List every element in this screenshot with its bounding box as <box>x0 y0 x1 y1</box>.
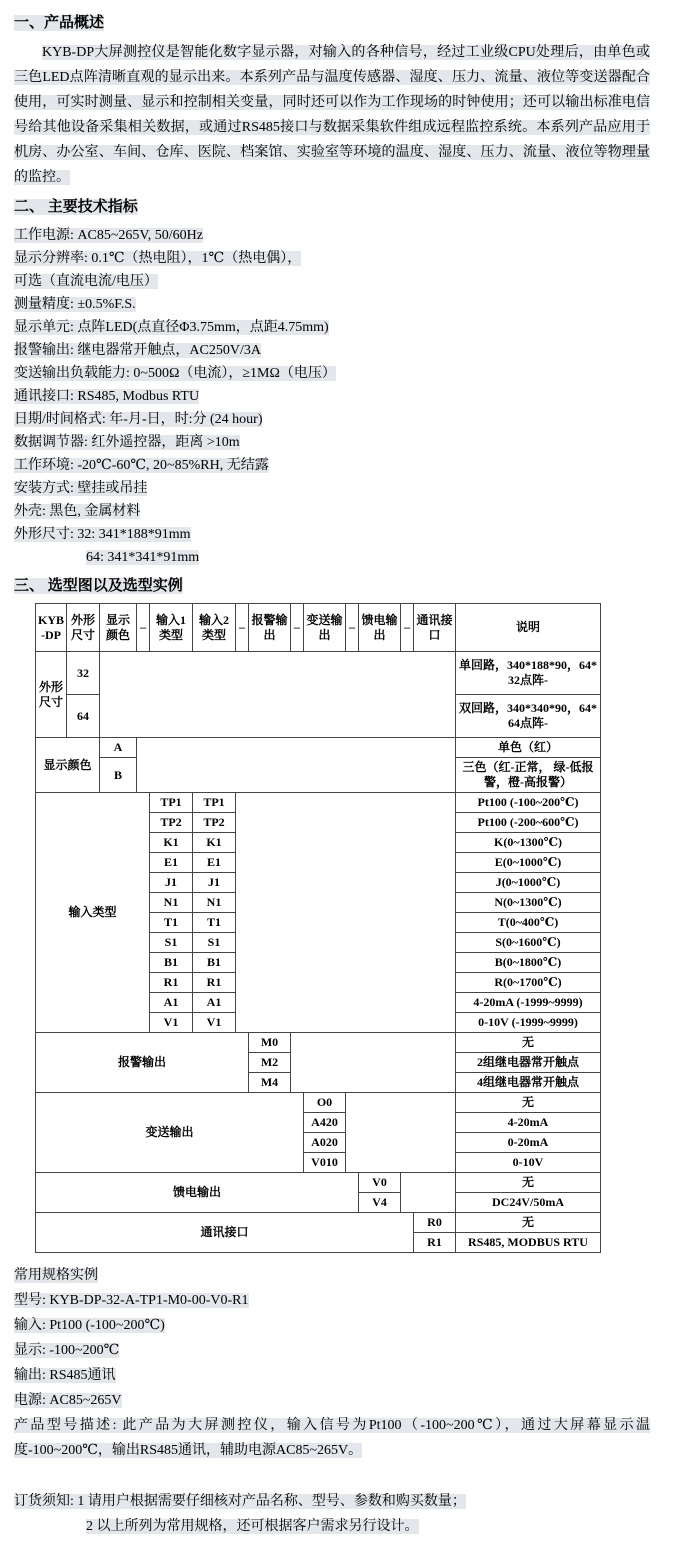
example-line <box>14 1363 650 1388</box>
code-cell: A1 <box>193 993 236 1013</box>
section-label-cell: 通讯接口 <box>36 1213 414 1253</box>
code-cell: N1 <box>150 893 193 913</box>
description-cell: 2组继电器常开触点 <box>456 1053 601 1073</box>
example-line-text: 输入: Pt100 (-100~200℃) <box>14 1318 165 1333</box>
filler-cell <box>291 1033 456 1093</box>
section-label-cell: 外形尺寸 <box>36 652 67 738</box>
header-cell: 外形尺寸 <box>67 604 100 652</box>
description-cell: Pt100 (-200~600℃) <box>456 813 601 833</box>
spec-line <box>14 293 650 316</box>
example-title-text: 常用规格实例 <box>14 1268 98 1283</box>
header-cell: 输入2类型 <box>193 604 236 652</box>
description-cell: R(0~1700℃) <box>456 973 601 993</box>
code-cell: M0 <box>249 1033 291 1053</box>
code-cell: E1 <box>150 853 193 873</box>
code-cell: T1 <box>193 913 236 933</box>
code-cell: E1 <box>193 853 236 873</box>
description-cell: B(0~1800℃) <box>456 953 601 973</box>
code-cell: V1 <box>150 1013 193 1033</box>
code-cell: R1 <box>193 973 236 993</box>
code-cell: A <box>100 738 137 758</box>
section-selection-heading-text: 三、 选型图以及选型实例 <box>14 578 183 594</box>
example-section <box>14 1263 650 1463</box>
spec-line <box>14 316 650 339</box>
section-label-cell: 馈电输出 <box>36 1173 359 1213</box>
code-cell: O0 <box>304 1093 346 1113</box>
section-overview-heading-text: 一、产品概述 <box>14 15 105 31</box>
description-cell: 4-20mA <box>456 1113 601 1133</box>
example-line-text: 显示: -100~200℃ <box>14 1343 120 1358</box>
code-cell: J1 <box>150 873 193 893</box>
spec-line <box>14 523 650 546</box>
code-cell: V0 <box>359 1173 401 1193</box>
section-label-cell: 变送输出 <box>36 1093 304 1173</box>
header-cell: 显示颜色 <box>100 604 137 652</box>
code-cell: 64 <box>67 695 100 738</box>
filler-cell <box>346 1093 456 1173</box>
description-cell: 0-10V (-1999~9999) <box>456 1013 601 1033</box>
spec-line-text: 显示单元: 点阵LED(点直径Φ3.75mm，点距4.75mm) <box>14 320 329 335</box>
section-selection-heading <box>14 575 650 597</box>
description-cell: Pt100 (-100~200℃) <box>456 793 601 813</box>
spec-line-text: 报警输出: 继电器常开触点，AC250V/3A <box>14 343 261 358</box>
example-line <box>14 1313 650 1338</box>
header-cell: – <box>137 604 150 652</box>
code-cell: TP1 <box>193 793 236 813</box>
spec-line <box>14 224 650 247</box>
code-cell: S1 <box>193 933 236 953</box>
header-cell: 报警输出 <box>249 604 291 652</box>
spec-line-text: 工作环境: -20℃-60℃, 20~85%RH, 无结露 <box>14 458 269 473</box>
code-cell: J1 <box>193 873 236 893</box>
example-line <box>14 1338 650 1363</box>
ordering-line-1-text: 订货须知: 1 请用户根据需要仔细核对产品名称、型号、参数和购买数量； <box>14 1494 466 1509</box>
code-cell: B1 <box>150 953 193 973</box>
example-description <box>14 1413 650 1463</box>
code-cell: TP2 <box>150 813 193 833</box>
code-cell: A420 <box>304 1113 346 1133</box>
spec-line <box>14 247 650 270</box>
code-cell: R0 <box>414 1213 456 1233</box>
code-cell: TP1 <box>150 793 193 813</box>
spec-line-text: 测量精度: ±0.5%F.S. <box>14 297 136 312</box>
spec-line-text: 通讯接口: RS485, Modbus RTU <box>14 389 200 404</box>
filler-cell <box>137 738 456 793</box>
ordering-line-1 <box>14 1489 650 1514</box>
description-cell: T(0~400℃) <box>456 913 601 933</box>
selection-table <box>35 603 601 1253</box>
header-cell: – <box>346 604 359 652</box>
description-cell: 无 <box>456 1173 601 1193</box>
code-cell: S1 <box>150 933 193 953</box>
code-cell: M4 <box>249 1073 291 1093</box>
example-description-text: 产品型号描述: 此产品为大屏测控仪，输入信号为Pt100（-100~200℃），通过大屏幕显示温度-100~200℃，输出RS485通讯，辅助电源AC85~265V。 <box>14 1418 650 1458</box>
description-cell: 无 <box>456 1033 601 1053</box>
section-label-cell: 输入类型 <box>36 793 150 1033</box>
code-cell: R1 <box>414 1233 456 1253</box>
spec-line-text: 工作电源: AC85~265V, 50/60Hz <box>14 228 203 243</box>
section-overview-heading <box>14 12 650 34</box>
description-cell: J(0~1000℃) <box>456 873 601 893</box>
description-cell: 单回路，340*188*90，64*32点阵- <box>456 652 601 695</box>
description-cell: E(0~1000℃) <box>456 853 601 873</box>
code-cell: V4 <box>359 1193 401 1213</box>
description-cell: K(0~1300℃) <box>456 833 601 853</box>
header-cell: 通讯接口 <box>414 604 456 652</box>
description-cell: 0-20mA <box>456 1133 601 1153</box>
description-cell: S(0~1600℃) <box>456 933 601 953</box>
code-cell: A020 <box>304 1133 346 1153</box>
spec-line <box>14 500 650 523</box>
header-cell: KYB-DP <box>36 604 67 652</box>
filler-cell <box>401 1173 456 1213</box>
header-cell: – <box>291 604 304 652</box>
spec-line <box>14 454 650 477</box>
description-cell: 三色（红-正常， 绿-低报警，橙-高报警） <box>456 758 601 793</box>
section-specs-heading <box>14 196 650 218</box>
description-cell: N(0~1300℃) <box>456 893 601 913</box>
code-cell: B <box>100 758 137 793</box>
example-line-text: 输出: RS485通讯 <box>14 1368 116 1383</box>
code-cell: 32 <box>67 652 100 695</box>
code-cell: TP2 <box>193 813 236 833</box>
section-specs-heading-text: 二、 主要技术指标 <box>14 199 138 215</box>
header-cell: 输入1类型 <box>150 604 193 652</box>
ordering-line-2 <box>86 1514 650 1539</box>
description-cell: 4-20mA (-1999~9999) <box>456 993 601 1013</box>
section-label-cell: 报警输出 <box>36 1033 249 1093</box>
header-cell: – <box>401 604 414 652</box>
code-cell: R1 <box>150 973 193 993</box>
filler-cell <box>100 652 456 738</box>
code-cell: K1 <box>193 833 236 853</box>
example-line-text: 型号: KYB-DP-32-A-TP1-M0-00-V0-R1 <box>14 1293 249 1308</box>
spec-list <box>14 224 650 569</box>
description-cell: 0-10V <box>456 1153 601 1173</box>
header-cell: 馈电输出 <box>359 604 401 652</box>
code-cell: B1 <box>193 953 236 973</box>
example-line <box>14 1288 650 1313</box>
spec-line <box>86 546 650 569</box>
header-cell: 变送输出 <box>304 604 346 652</box>
code-cell: N1 <box>193 893 236 913</box>
description-cell: 无 <box>456 1213 601 1233</box>
header-cell: 说明 <box>456 604 601 652</box>
description-cell: 无 <box>456 1093 601 1113</box>
section-label-cell: 显示颜色 <box>36 738 100 793</box>
spec-line <box>14 362 650 385</box>
description-cell: 单色（红） <box>456 738 601 758</box>
header-cell: – <box>236 604 249 652</box>
example-line <box>14 1388 650 1413</box>
spec-line <box>14 477 650 500</box>
spec-line-text: 数据调节器: 红外遥控器，距离 >10m <box>14 435 240 450</box>
spec-line-text: 64: 341*341*91mm <box>86 550 200 565</box>
spec-line-text: 日期/时间格式: 年-月-日，时:分 (24 hour) <box>14 412 263 427</box>
code-cell: V1 <box>193 1013 236 1033</box>
description-cell: 双回路，340*340*90，64*64点阵- <box>456 695 601 738</box>
spec-line <box>14 385 650 408</box>
filler-cell <box>236 793 456 1033</box>
code-cell: V010 <box>304 1153 346 1173</box>
example-lines <box>14 1288 650 1413</box>
description-cell: RS485, MODBUS RTU <box>456 1233 601 1253</box>
overview-paragraph <box>14 40 650 190</box>
code-cell: A1 <box>150 993 193 1013</box>
description-cell: 4组继电器常开触点 <box>456 1073 601 1093</box>
spec-line <box>14 339 650 362</box>
spec-line-text: 安装方式: 壁挂或吊挂 <box>14 481 148 496</box>
code-cell: T1 <box>150 913 193 933</box>
code-cell: K1 <box>150 833 193 853</box>
spec-line <box>14 270 650 293</box>
spec-line-text: 变送输出负载能力: 0~500Ω（电流），≥1MΩ（电压） <box>14 366 336 381</box>
description-cell: DC24V/50mA <box>456 1193 601 1213</box>
spec-line-text: 外壳: 黑色, 金属材料 <box>14 504 141 519</box>
example-title <box>14 1263 650 1288</box>
example-line-text: 电源: AC85~265V <box>14 1393 122 1408</box>
overview-paragraph-text: KYB-DP大屏测控仪是智能化数字显示器，对输入的各种信号，经过工业级CPU处理后，由单色或三色LED点阵清晰直观的显示出来。本系列产品与温度传感器、湿度、压力、流量、液位等变送器配合使用，可实时测量、显示和控制相关变量，同时还可以作为工作现场的时钟使用；还可以输出标准电信号给其他设备采集相关数据，或通过RS485接口与数据采集软件组成远程监控系统。本系列产品应用于机房、办公室、车间、仓库、医院、档案馆、实验室等环境的温度、湿度、压力、流量、液位等物理量的监控。 <box>14 45 650 185</box>
spec-line <box>14 408 650 431</box>
code-cell: M2 <box>249 1053 291 1073</box>
spec-line-text: 显示分辨率: 0.1℃（热电阻），1℃（热电偶）， <box>14 251 302 266</box>
spec-line <box>14 431 650 454</box>
ordering-line-2-text: 2 以上所列为常用规格，还可根据客户需求另行设计。 <box>86 1519 419 1534</box>
spec-line-text: 外形尺寸: 32: 341*188*91mm <box>14 527 191 542</box>
spec-line-text: 可选（直流电流/电压） <box>14 274 158 289</box>
